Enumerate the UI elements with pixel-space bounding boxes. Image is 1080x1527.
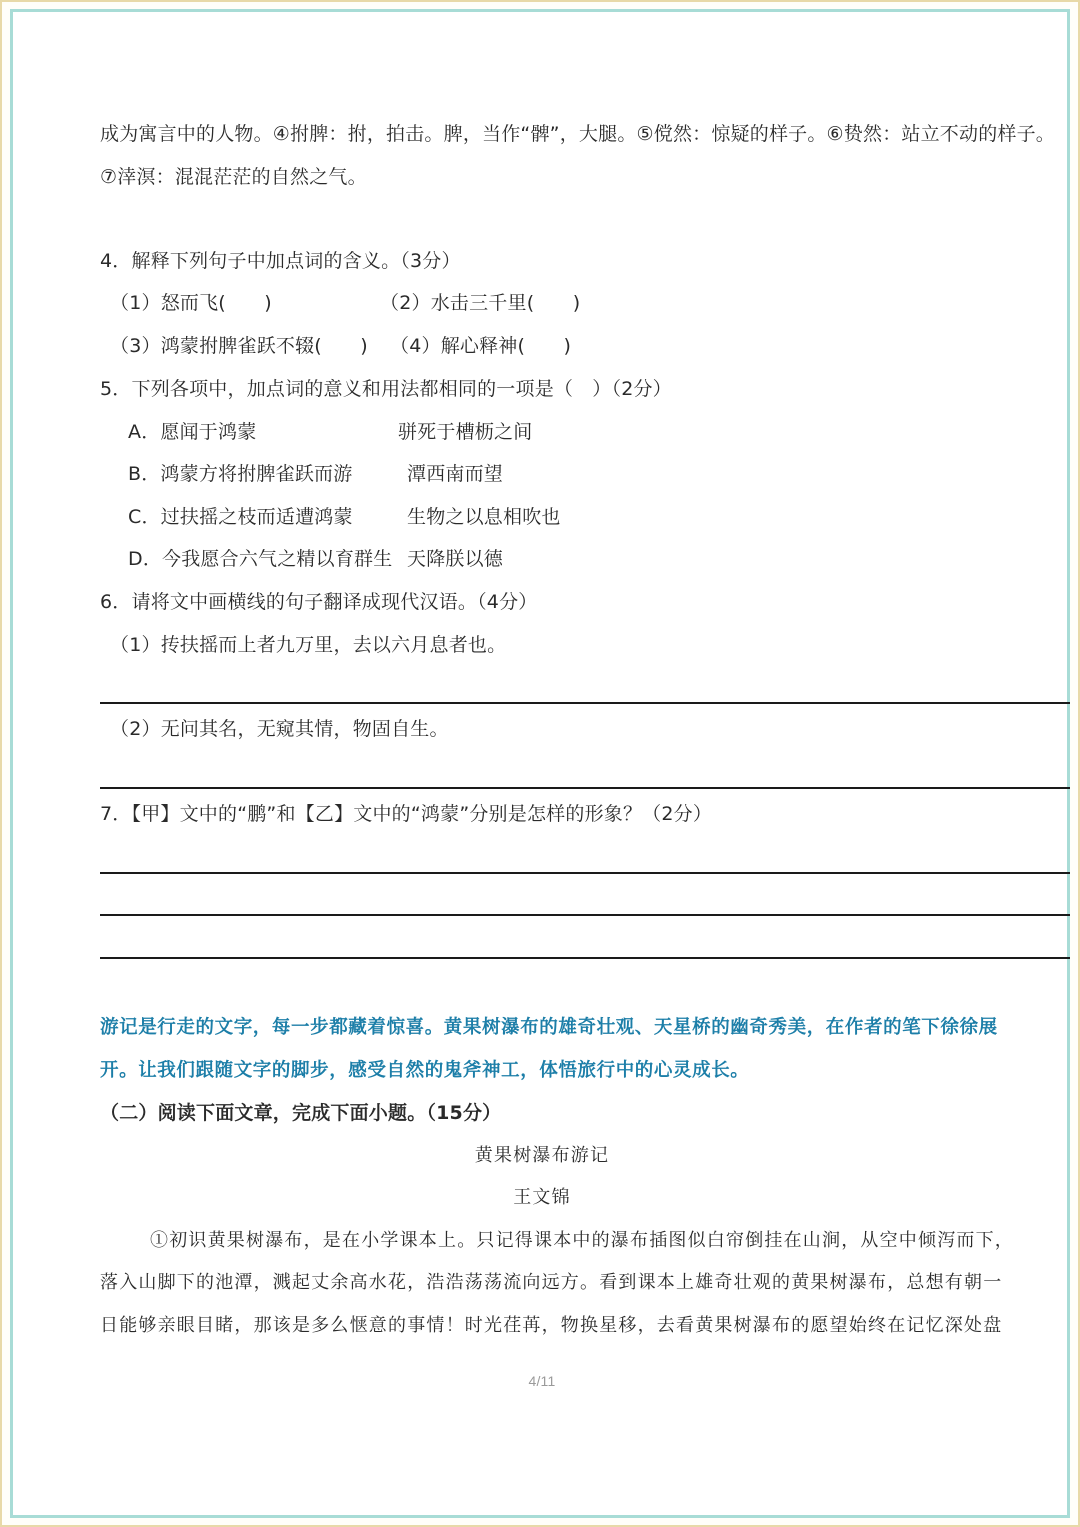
question-6-item-2: （2）无问其名，无窥其情，物固自生。 xyxy=(110,718,449,740)
article-author: 王文锦 xyxy=(513,1187,571,1208)
intro-line-2: 开。让我们跟随文字的脚步，感受自然的鬼斧神工，体悟旅行中的心灵成长。 xyxy=(100,1060,750,1081)
notes-line-1: 成为寓言中的人物。④拊脾：拊，拍击。脾，当作“髀”，大腿。⑤傥然：惊疑的样子。⑥贽然：站立不动的样子。 xyxy=(100,123,1055,145)
question-4-stem: 4．解释下列句子中加点词的含义。（3分） xyxy=(100,250,461,272)
answer-line xyxy=(100,872,1070,874)
section-2-heading: （二）阅读下面文章，完成下面小题。（15分） xyxy=(100,1102,502,1124)
article-title: 黄果树瀑布游记 xyxy=(474,1145,610,1166)
question-5-option-d: D．今我愿合六气之精以育群生 xyxy=(128,548,393,570)
article-paragraph-1-line-3: 日能够亲眼目睹，那该是多么惬意的事情！时光荏苒，物换星移，去看黄果树瀑布的愿望始终在记忆深处盘 xyxy=(100,1315,1003,1336)
article-paragraph-1-line-2: 落入山脚下的池潭，溅起丈余高水花，浩浩荡荡流向远方。看到课本上雄奇壮观的黄果树瀑布，总想有朝一 xyxy=(100,1272,1003,1293)
answer-line xyxy=(100,702,1070,704)
question-5-option-a-compare: 骈死于槽枥之间 xyxy=(398,421,533,443)
question-5-option-c: C．过扶摇之枝而适遭鸿蒙 xyxy=(128,506,353,528)
question-5-option-b: B．鸿蒙方将拊脾雀跃而游 xyxy=(128,463,353,485)
article-paragraph-1-line-1: ①初识黄果树瀑布，是在小学课本上。只记得课本中的瀑布插图似白帘倒挂在山涧，从空中倾泻而下， xyxy=(150,1230,1014,1251)
answer-line xyxy=(100,957,1070,959)
question-5-option-c-compare: 生物之以息相吹也 xyxy=(407,506,561,528)
question-4-item-1: （1）怒而飞( ) xyxy=(110,292,272,314)
question-4-item-3: （3）鸿蒙拊脾雀跃不辍( ) xyxy=(110,335,368,357)
answer-line xyxy=(100,914,1070,916)
answer-line xyxy=(100,787,1070,789)
question-5-option-d-compare: 天降朕以德 xyxy=(407,548,504,570)
question-4-item-4: （4）解心释神( ) xyxy=(390,335,572,357)
question-6-item-1: （1）抟扶摇而上者九万里，去以六月息者也。 xyxy=(110,634,507,656)
question-7-stem: 7．【甲】文中的“鹏”和【乙】文中的“鸿蒙”分别是怎样的形象？（2分） xyxy=(100,803,713,825)
question-5-stem: 5．下列各项中，加点词的意义和用法都相同的一项是（ ）（2分） xyxy=(100,378,672,400)
question-5-option-b-compare: 潭西南而望 xyxy=(407,463,504,485)
intro-line-1: 游记是行走的文字，每一步都藏着惊喜。黄果树瀑布的雄奇壮观、天星桥的幽奇秀美，在作者的笔下徐徐展 xyxy=(100,1017,998,1038)
page-number: 4/11 xyxy=(528,1373,556,1389)
question-4-item-2: （2）水击三千里( ) xyxy=(380,292,581,314)
question-5-option-a: A．愿闻于鸿蒙 xyxy=(128,421,257,443)
notes-line-2: ⑦涬溟：混混茫茫的自然之气。 xyxy=(100,166,367,188)
question-6-stem: 6．请将文中画横线的句子翻译成现代汉语。（4分） xyxy=(100,591,538,613)
